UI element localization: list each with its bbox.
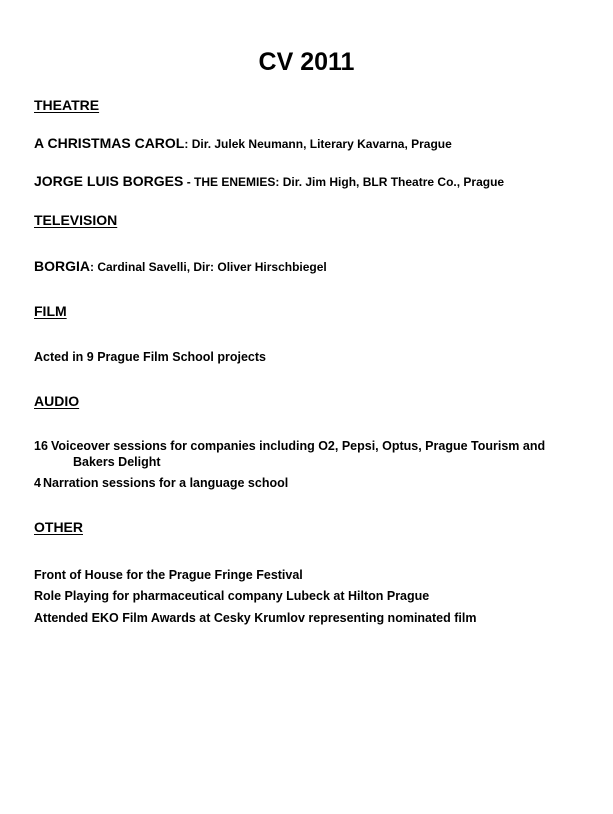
entry-subtitle: - THE ENEMIES xyxy=(183,175,276,189)
section-heading-other: OTHER xyxy=(34,519,83,535)
page-title: CV 2011 xyxy=(258,48,355,76)
entry-text-continued: Bakers Delight xyxy=(73,455,161,469)
entry-details: : Cardinal Savelli, Dir: Oliver Hirschbiegel xyxy=(90,260,327,274)
other-entry: Role Playing for pharmaceutical company Lubeck at Hilton Prague xyxy=(34,589,430,603)
entry-number: 16 xyxy=(34,439,48,453)
entry-details: : Dir. Jim High, BLR Theatre Co., Prague xyxy=(275,175,505,189)
other-entry: Front of House for the Prague Fringe Festival xyxy=(34,568,303,582)
theatre-entry xyxy=(34,173,504,190)
entry-title: A CHRISTMAS CAROL xyxy=(34,135,185,151)
entry-number: 4 xyxy=(34,476,41,490)
entry-title: BORGIA xyxy=(34,258,90,274)
section-heading-film: FILM xyxy=(34,303,67,319)
other-entry: Attended EKO Film Awards at Cesky Krumlov representing nominated film xyxy=(34,611,477,625)
entry-details: : Dir. Julek Neumann, Literary Kavarna, Prague xyxy=(184,137,452,151)
film-entry: Acted in 9 Prague Film School projects xyxy=(34,350,266,364)
entry-text: Narration sessions for a language school xyxy=(43,476,289,490)
entry-text: Voiceover sessions for companies including O2, Pepsi, Optus, Prague Tourism and xyxy=(51,439,546,453)
section-heading-audio: AUDIO xyxy=(34,393,80,409)
audio-entry xyxy=(34,438,594,470)
section-heading-television: TELEVISION xyxy=(34,212,118,228)
section-heading-theatre: THEATRE xyxy=(34,97,100,113)
television-entry xyxy=(34,258,327,275)
entry-title: JORGE LUIS BORGES xyxy=(34,173,184,189)
audio-entry xyxy=(34,475,594,491)
theatre-entry xyxy=(34,135,452,152)
